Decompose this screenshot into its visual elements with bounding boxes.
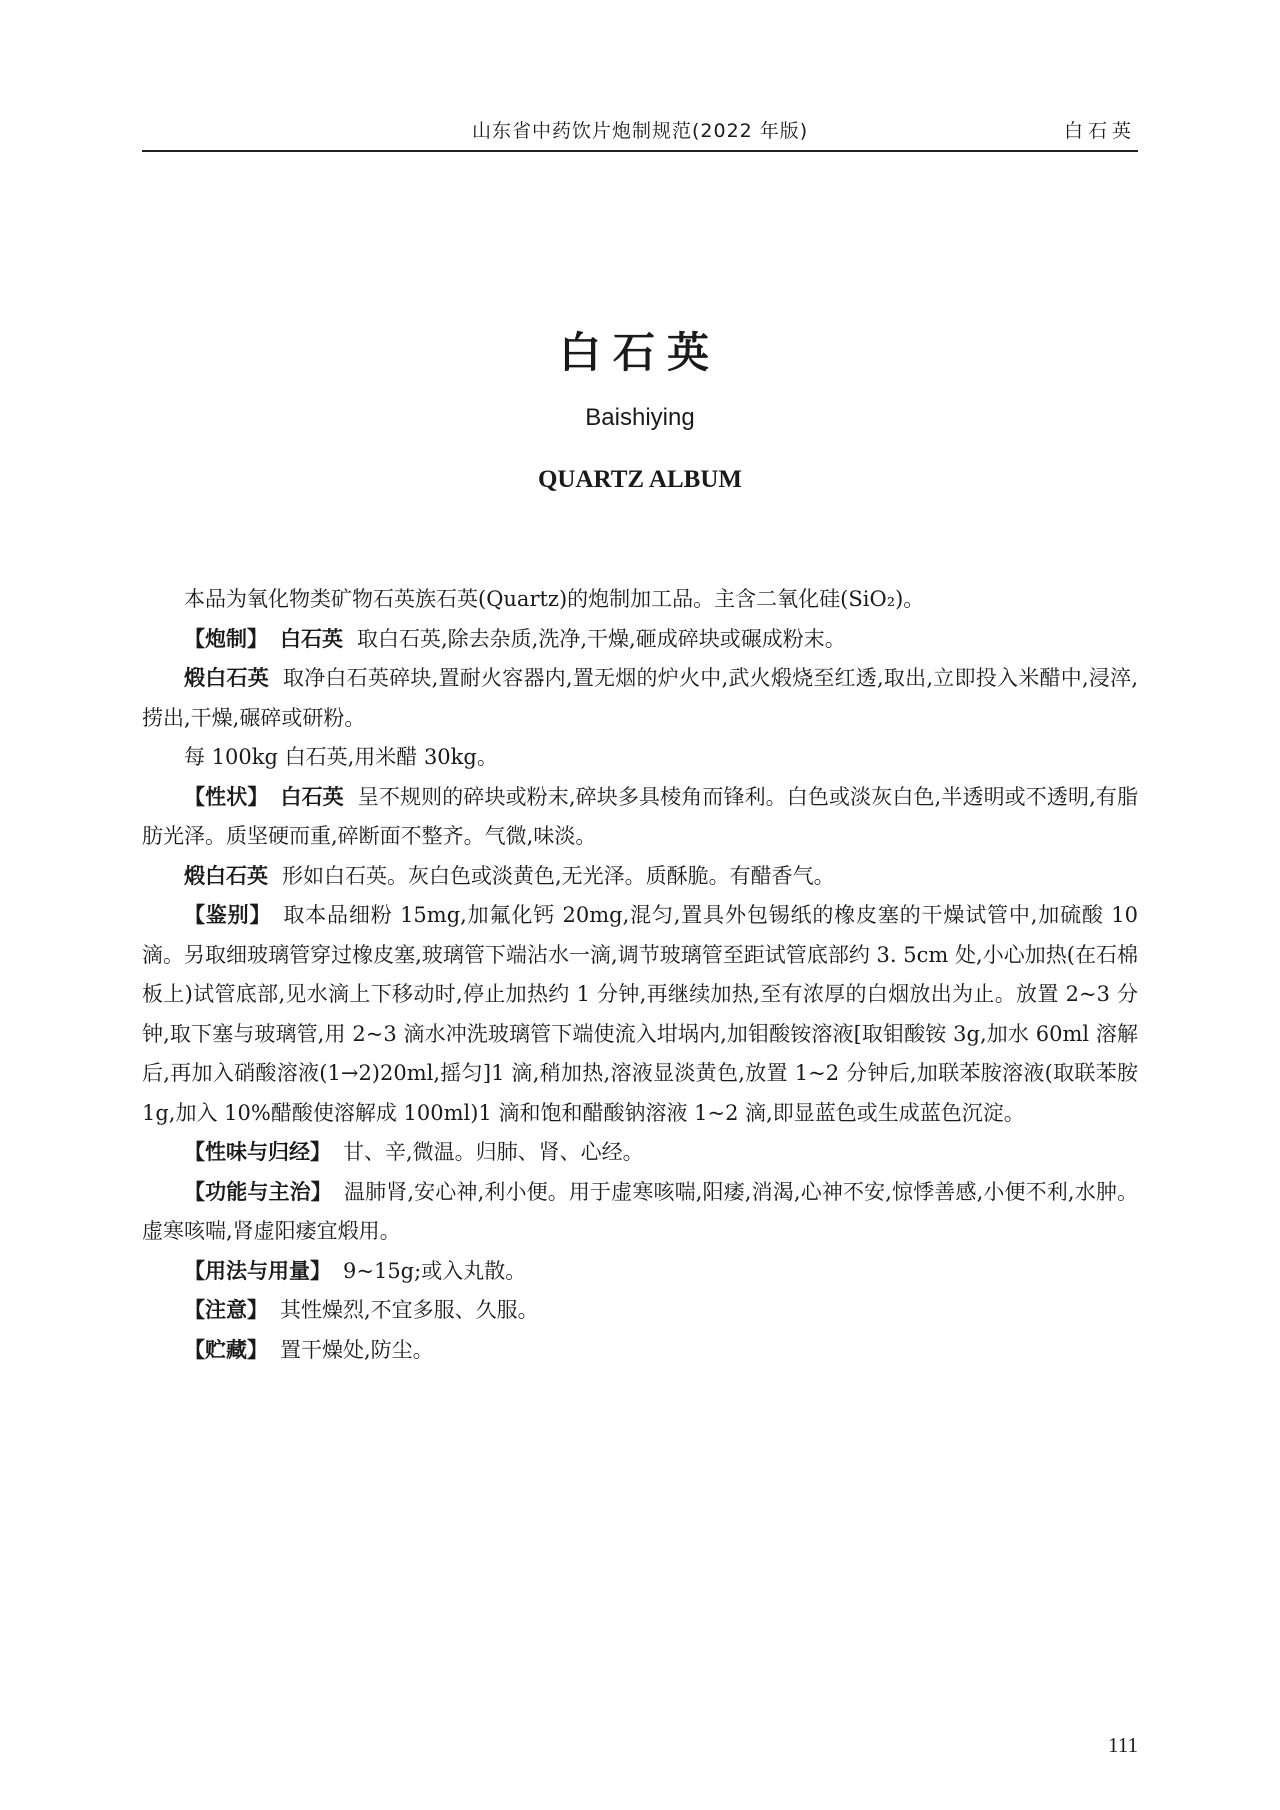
identification-paragraph: [142, 896, 1138, 1133]
description-heading: 【性状】: [184, 784, 269, 809]
page-title: 白石英: [558, 328, 721, 377]
processing-sub1-text: 取白石英,除去杂质,洗净,干燥,砸成碎块或碾成粉末。: [357, 626, 846, 651]
nature-paragraph: [142, 1133, 1138, 1173]
running-header: [142, 110, 1138, 152]
usage-paragraph: [142, 1252, 1138, 1292]
function-heading: 【功能与主治】: [184, 1179, 332, 1204]
usage-heading: 【用法与用量】: [184, 1258, 331, 1283]
description-sub1-text: 呈不规则的碎块或粉末,碎块多具棱角而锋利。白色或淡灰白色,半透明或不透明,有脂肪光泽。质坚硬而重,碎断面不整齐。气微,味淡。: [142, 784, 1139, 848]
header-entry-name: 白石英: [1063, 120, 1136, 142]
processing-sub2-text: 取净白石英碎块,置耐火容器内,置无烟的炉火中,武火煅烧至红透,取出,立即投入米醋中,浸淬,捞出,干燥,碾碎或研粉。: [142, 666, 1139, 730]
processing-note: 每 100kg 白石英,用米醋 30kg。: [184, 745, 498, 769]
processing-paragraph: [142, 620, 1138, 660]
processing-sub2-paragraph: [142, 659, 1138, 738]
nature-heading: 【性味与归经】: [184, 1140, 331, 1164]
caution-heading: 【注意】: [184, 1298, 268, 1322]
latin-title: QUARTZ ALBUM: [537, 466, 742, 493]
processing-sub2-name: 煅白石英: [184, 666, 269, 690]
description-sub2-name: 煅白石英: [184, 863, 268, 888]
storage-text: 置干燥处,防尘。: [280, 1337, 434, 1362]
processing-sub1-name: 白石英: [280, 626, 343, 651]
description-sub2-paragraph: [142, 857, 1138, 897]
monograph-body: [142, 580, 1138, 1370]
description-sub1-name: 白石英: [280, 784, 344, 809]
caution-text: 其性燥烈,不宜多服、久服。: [280, 1298, 539, 1322]
header-book-title: 山东省中药饮片炮制规范(2022 年版): [472, 120, 809, 142]
caution-paragraph: [142, 1291, 1138, 1331]
description-paragraph: [142, 778, 1138, 857]
page-number: 111: [1108, 1733, 1138, 1757]
storage-heading: 【贮藏】: [184, 1337, 268, 1362]
function-text: 温肺肾,安心神,利小便。用于虚寒咳喘,阳痿,消渴,心神不安,惊悸善感,小便不利,水肿。虚寒咳喘,肾虚阳痿宜煅用。: [142, 1179, 1139, 1243]
function-paragraph: [142, 1173, 1138, 1252]
intro-paragraph: 本品为氧化物类矿物石英族石英(Quartz)的炮制加工品。主含二氧化硅(SiO₂)。: [184, 587, 925, 611]
pinyin-title: Baishiying: [585, 404, 695, 431]
identification-text: 取本品细粉 15mg,加氟化钙 20mg,混匀,置具外包锡纸的橡皮塞的干燥试管中,加硫酸 10 滴。另取细玻璃管穿过橡皮塞,玻璃管下端沾水一滴,调节玻璃管至距试管底部约 3. 5cm 处,小心加热(在石棉板上)试管底部,见水滴上下移动时,停止加热约 1 分钟,再继续加热,至有浓厚的白烟放出为止。放置 2~3 分钟,取下塞与玻璃管,用 2~3 滴水冲洗玻璃管下端使流入坩埚内,加钼酸铵溶液[取钼酸铵 3g,加水 60ml 溶解后,再加入硝酸溶液(1→2)20ml,摇匀]1 滴,稍加热,溶液显淡黄色,放置 1~2 分钟后,加联苯胺溶液(取联苯胺 1g,加入 10%醋酸使溶解成 100ml)1 滴和饱和醋酸钠溶液 1~2 滴,即显蓝色或生成蓝色沉淀。: [142, 903, 1138, 1125]
storage-paragraph: [142, 1331, 1138, 1371]
processing-heading: 【炮制】: [184, 626, 268, 651]
nature-text: 甘、辛,微温。归肺、肾、心经。: [343, 1140, 644, 1164]
usage-text: 9~15g;或入丸散。: [343, 1258, 527, 1283]
description-sub2-text: 形如白石英。灰白色或淡黄色,无光泽。质酥脆。有醋香气。: [282, 863, 835, 888]
identification-heading: 【鉴别】: [184, 903, 272, 927]
